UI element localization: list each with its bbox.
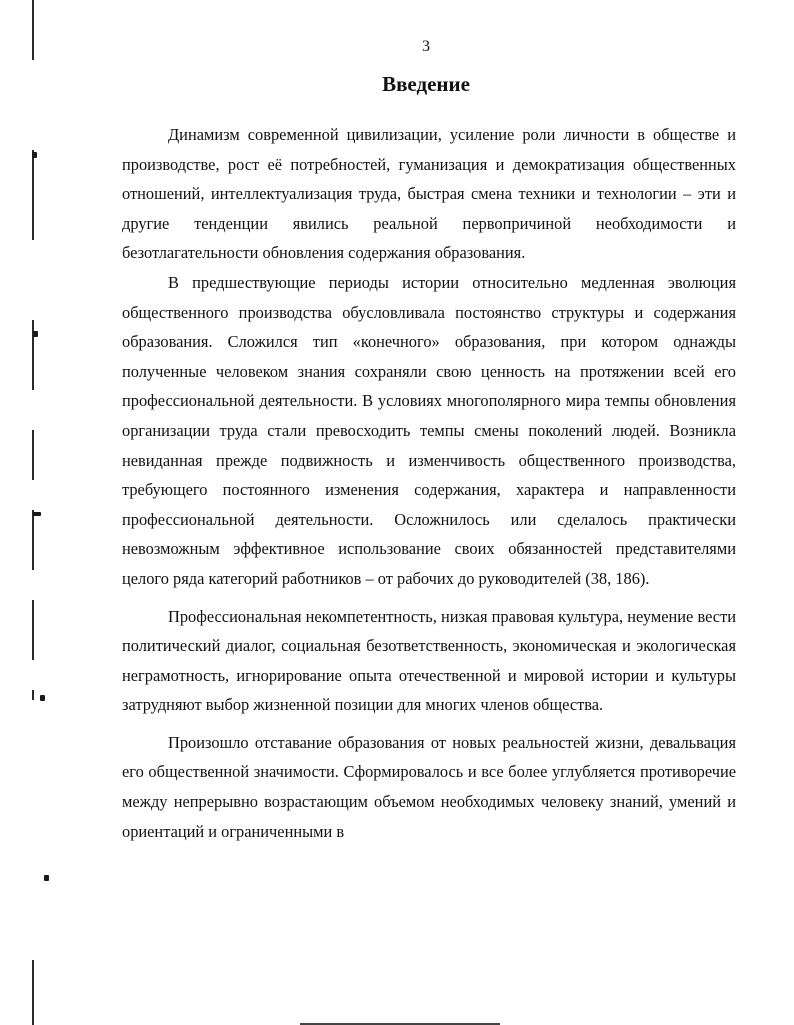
scan-margin-line [32, 430, 34, 480]
body-text [122, 120, 736, 846]
page-number: 3 [422, 38, 430, 55]
scan-margin-line [32, 960, 34, 1025]
scan-margin-dot [44, 875, 49, 881]
scan-margin-dot [40, 695, 45, 701]
section-heading: Введение [382, 72, 470, 96]
paragraph-4: Произошло отставание образования от новых реальностей жизни, девальвация его общественной значимости. Сформировалось и все более углубляется противоречие между непрерывно возрастающим объемом необходимых человеку знаний, умений и ориентаций и ограниченными в [122, 732, 736, 841]
scan-margin-line [32, 690, 34, 700]
scan-margin-dot [33, 331, 38, 337]
scan-margin-dot [32, 152, 37, 158]
scan-margin-line [32, 600, 34, 660]
scan-margin-line [32, 150, 34, 240]
scan-margin-dot [33, 512, 41, 516]
scan-margin-line [32, 510, 34, 570]
paragraph-1: Динамизм современной цивилизации, усиление роли личности в обществе и производстве, рост её потребностей, гуманизация и демократизация общественных отношений, интеллектуализация труда, быстрая смена техники и технологии – эти и другие тенденции явились реальной первопричиной необходимости и безотлагательности обновления содержания образования. [122, 125, 736, 263]
paragraph-3: Профессиональная некомпетентность, низкая правовая культура, неумение вести политический диалог, социальная безответственность, экономическая и экологическая неграмотность, игнорирование опыта отечественной и мировой истории и культуры затрудняют выбор жизненной позиции для многих членов общества. [122, 606, 736, 715]
paragraph-2: В предшествующие периоды истории относительно медленная эволюция общественного производства обусловливала постоянство структуры и содержания образования. Сложился тип «конечного» образования, при котором однажды полученные человеком знания сохраняли свою ценность на протяжении всей его профессиональной деятельности. В условиях многополярного мира темпы обновления организации труда стали превосходить темпы смены поколений людей. Возникла невиданная прежде подвижность и изменчивость общественного производства, требующего постоянного изменения содержания, характера и направленности профессиональной деятельности. Осложнилось или сделалось практически невозможным эффективное использование своих обязанностей представителями целого ряда категорий работников – от рабочих до руководителей (38, 186). [122, 272, 736, 588]
